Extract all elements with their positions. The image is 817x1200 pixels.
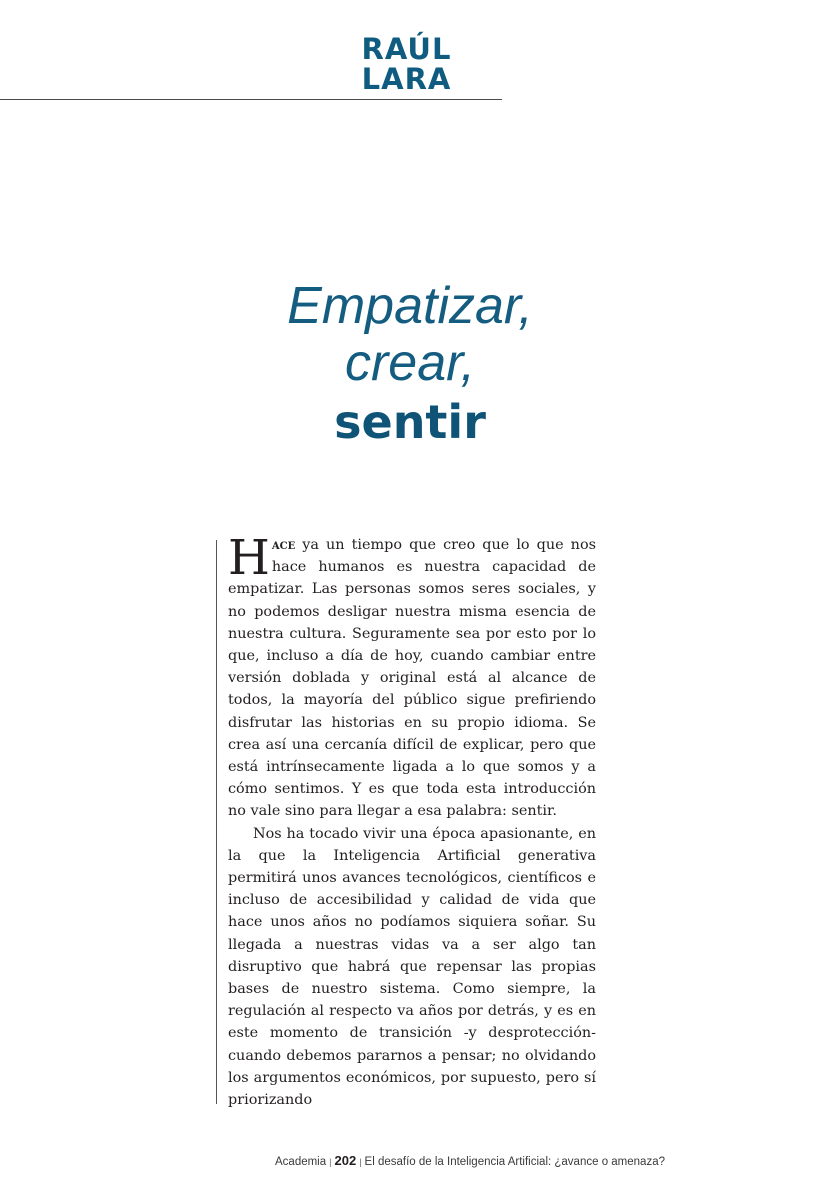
title-line-1: Empatizar,: [287, 277, 533, 335]
page-number: 202: [334, 1153, 357, 1168]
title-line-2: crear,: [344, 334, 476, 392]
footer-issue-title: El desafío de la Inteligencia Artificial: ¿avance o amenaza?: [364, 1156, 665, 1168]
body-margin-rule: [216, 540, 217, 1104]
footer-magazine: Academia: [275, 1156, 327, 1168]
paragraph-2: Nos ha tocado vivir una época apasionante, en la que la Inteligencia Artificial generativa permitirá unos avances tecnológicos, científicos e incluso de accesibilidad y calidad de vida que hace unos años no podíamos siquiera soñar. Su llegada a nuestras vidas va a ser algo tan disruptivo que habrá que repensar las propias bases de nuestro sistema. Como siempre, la regulación al respecto va años por detrás, y es en este momento de transición -y desprotección- cuando debemos pararnos a pensar; no olvidando los argumentos económicos, por supuesto, pero sí priorizando: [228, 825, 596, 1109]
paragraph-1: [228, 530, 596, 823]
title-line-3: sentir: [334, 395, 486, 449]
footer-separator-2: |: [359, 1157, 362, 1167]
author-last-name: LARA: [361, 62, 452, 96]
paragraph-1-text: ya un tiempo que creo que lo que nos hace humanos es nuestra capacidad de empatizar. Las personas somos seres sociales, y no podemos desligar nuestra misma esencia de nuestra cultura. Seguramente sea por esto por lo que, incluso a día de hoy, cuando cambiar entre versión doblada y original está al alcance de todos, la mayoría del público sigue prefiriendo disfrutar las historias en su propio idioma. Se crea así una cercanía difícil de explicar, pero que está intrínsecamente ligada a lo que somos y a cómo sentimos. Y es que toda esta introducción no vale sino para llegar a esa palabra: sentir.: [228, 537, 596, 820]
article-body: [228, 530, 596, 1111]
article-title: [190, 278, 630, 452]
header-rule: [0, 99, 502, 100]
drop-cap: H: [228, 530, 270, 586]
author-name: [300, 34, 513, 94]
footer-separator: |: [329, 1157, 332, 1167]
page-footer: [235, 1153, 665, 1168]
author-first-name: RAÚL: [361, 32, 452, 66]
lead-in: ace: [271, 536, 296, 553]
